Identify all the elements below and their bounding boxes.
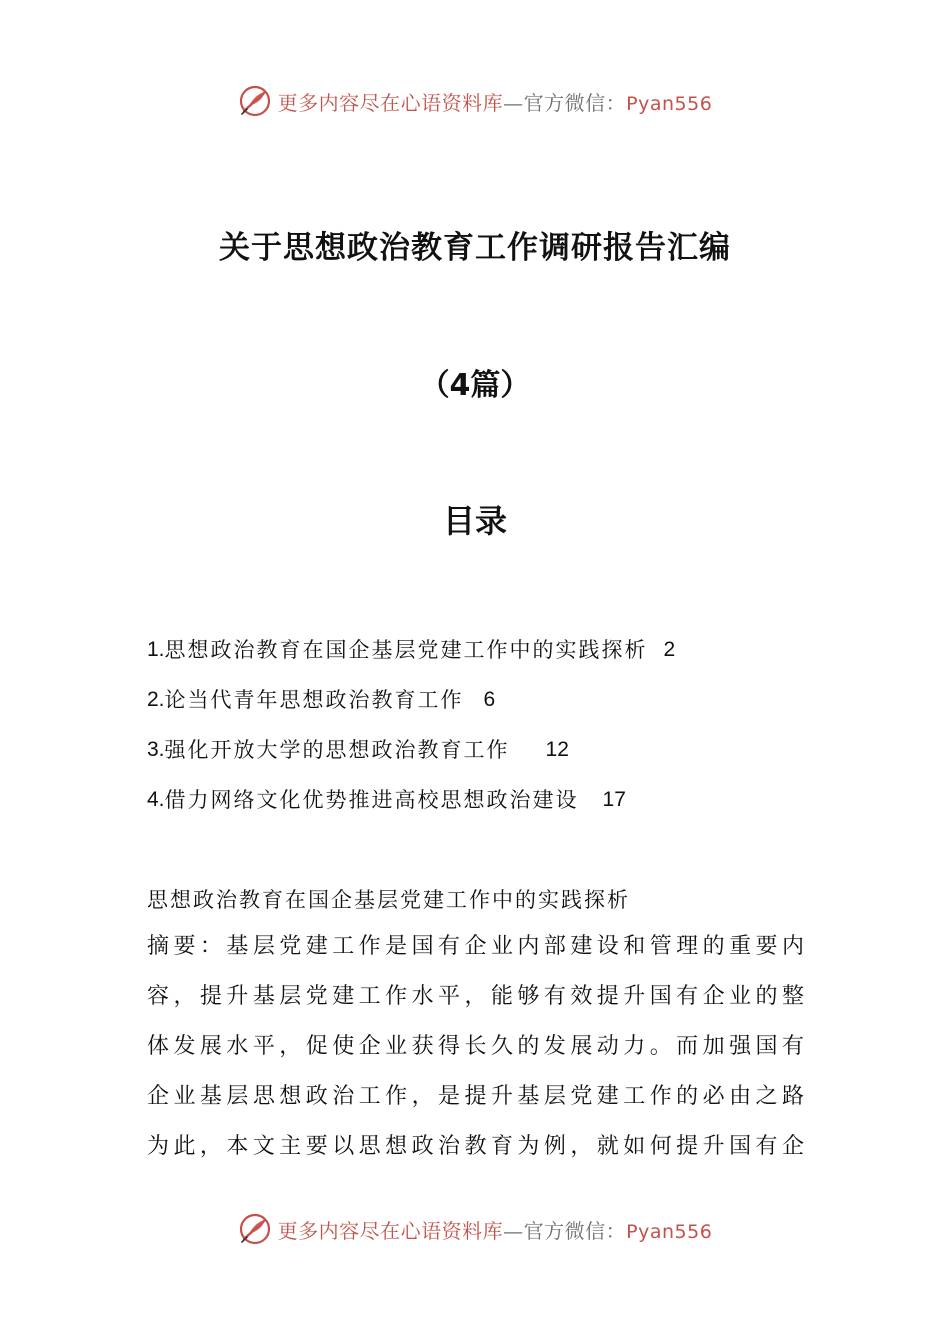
footer-watermark <box>0 1212 950 1246</box>
toc-item-4[interactable] <box>147 782 807 832</box>
toc-heading: 目录 <box>442 502 507 540</box>
document-title: 关于思想政治教育工作调研报告汇编 <box>219 230 731 266</box>
toc-item-page: 12 <box>545 738 569 761</box>
toc-item-page: 2 <box>663 638 676 661</box>
document-subtitle: （4篇） <box>419 368 531 403</box>
watermark-official: 官方微信： <box>523 90 627 115</box>
watermark-main: 更多内容尽在心语资料库 <box>277 1218 504 1243</box>
quill-logo-icon <box>238 1212 272 1246</box>
toc-item-number: 2. <box>147 688 165 711</box>
watermark-official: 官方微信： <box>523 1218 627 1243</box>
toc-item-number: 4. <box>147 788 165 811</box>
watermark-separator: — <box>503 1218 524 1243</box>
watermark-text <box>278 1215 713 1244</box>
watermark-text <box>278 87 713 116</box>
toc-item-label: 借力网络文化优势推进高校思想政治建设 <box>164 788 579 812</box>
toc-item-label: 强化开放大学的思想政治教育工作 <box>164 738 510 762</box>
article-abstract <box>147 922 807 1172</box>
toc-item-2[interactable] <box>147 682 807 732</box>
abstract-line: 为此，本文主要以思想政治教育为例，就如何提升国有企 <box>147 1134 807 1159</box>
toc-item-page: 17 <box>602 788 626 811</box>
toc-item-label: 论当代青年思想政治教育工作 <box>164 688 464 712</box>
watermark-separator: — <box>503 90 524 115</box>
watermark-id: Pyan556 <box>626 1220 713 1243</box>
watermark-main: 更多内容尽在心语资料库 <box>277 90 504 115</box>
header-watermark <box>0 84 950 118</box>
toc-item-label: 思想政治教育在国企基层党建工作中的实践探析 <box>164 638 648 662</box>
quill-logo-icon <box>238 84 272 118</box>
article-title: 思想政治教育在国企基层党建工作中的实践探析 <box>147 888 630 912</box>
article-body <box>147 878 807 1172</box>
toc-item-page: 6 <box>483 688 496 711</box>
abstract-line: 容，提升基层党建工作水平，能够有效提升国有企业的整 <box>147 984 807 1009</box>
toc-item-number: 3. <box>147 738 165 761</box>
toc-item-3[interactable] <box>147 732 807 782</box>
abstract-line: 企业基层思想政治工作，是提升基层党建工作的必由之路 <box>147 1084 807 1109</box>
toc-item-number: 1. <box>147 638 165 661</box>
toc-item-1[interactable] <box>147 632 807 682</box>
watermark-id: Pyan556 <box>626 92 713 115</box>
abstract-line: 体发展水平，促使企业获得长久的发展动力。而加强国有 <box>147 1034 807 1059</box>
table-of-contents <box>147 632 807 832</box>
abstract-line: 摘要：基层党建工作是国有企业内部建设和管理的重要内 <box>147 934 807 959</box>
